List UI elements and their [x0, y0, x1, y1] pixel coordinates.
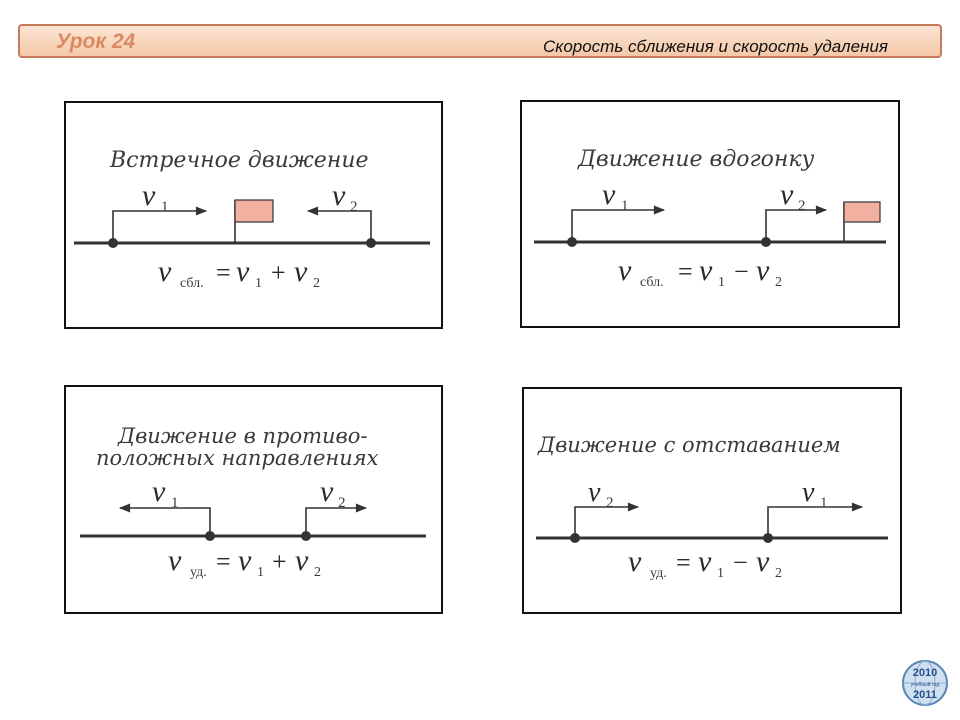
- formula: [628, 545, 782, 581]
- formula: [618, 254, 782, 290]
- velocity-subscript: 2: [606, 495, 614, 511]
- velocity-label: v: [152, 475, 166, 508]
- svg-text:v: v: [295, 544, 309, 577]
- card-title-line-2: положных направлениях: [96, 446, 379, 470]
- velocity-subscript: 2: [338, 495, 346, 511]
- oncoming-motion-diagram: [66, 103, 441, 327]
- velocity-arrow: [572, 210, 664, 242]
- opposite-motion-diagram: [66, 387, 441, 612]
- svg-text:v: v: [756, 254, 770, 287]
- velocity-arrow: [306, 508, 366, 536]
- svg-text:−: −: [733, 548, 748, 577]
- svg-text:1: 1: [255, 276, 262, 291]
- velocity-label: v: [332, 179, 346, 212]
- school-year-badge: [901, 659, 949, 707]
- svg-text:сбл.: сбл.: [180, 276, 204, 291]
- svg-text:2011: 2011: [913, 689, 937, 701]
- svg-text:v: v: [168, 544, 182, 577]
- svg-text:−: −: [734, 257, 749, 286]
- svg-text:1: 1: [257, 565, 264, 580]
- svg-text:v: v: [236, 255, 250, 288]
- svg-text:v: v: [628, 545, 642, 578]
- svg-text:+: +: [272, 547, 287, 576]
- svg-text:=: =: [216, 547, 231, 576]
- velocity-subscript: 1: [820, 495, 828, 511]
- svg-text:2010: 2010: [912, 667, 938, 679]
- card-title: Встречное движение: [110, 148, 369, 173]
- velocity-arrow: [766, 210, 826, 242]
- svg-text:2: 2: [313, 276, 320, 291]
- svg-text:2: 2: [775, 566, 782, 581]
- flag: [844, 202, 880, 222]
- svg-text:=: =: [216, 258, 231, 287]
- velocity-subscript: 1: [161, 199, 169, 215]
- lesson-header: [18, 24, 942, 58]
- svg-text:+: +: [271, 258, 286, 287]
- card-title-line-1: Движение в противо-: [118, 424, 368, 448]
- velocity-label: v: [320, 475, 334, 508]
- velocity-arrow: [120, 508, 210, 536]
- velocity-label: v: [588, 477, 601, 508]
- velocity-subscript: 2: [798, 198, 806, 214]
- svg-text:2: 2: [775, 275, 782, 290]
- svg-text:сбл.: сбл.: [640, 275, 664, 290]
- lesson-topic: Скорость сближения и скорость удаления: [543, 37, 888, 56]
- lesson-number: Урок 24: [56, 30, 136, 53]
- svg-text:v: v: [698, 545, 712, 578]
- card-pursuit-motion: [520, 100, 900, 328]
- formula: [158, 255, 320, 291]
- card-title: Движение с отставанием: [538, 433, 841, 457]
- svg-text:v: v: [294, 255, 308, 288]
- velocity-arrow: [113, 211, 206, 243]
- svg-text:1: 1: [718, 275, 725, 290]
- svg-text:2: 2: [314, 565, 321, 580]
- velocity-subscript: 1: [621, 198, 629, 214]
- svg-text:v: v: [699, 254, 713, 287]
- velocity-subscript: 2: [350, 199, 358, 215]
- velocity-arrow: [575, 507, 638, 538]
- svg-text:уд.: уд.: [190, 565, 207, 580]
- velocity-arrow: [308, 211, 371, 243]
- card-lagging-motion: [522, 387, 902, 614]
- pursuit-motion-diagram: [522, 102, 898, 326]
- velocity-label: v: [802, 477, 815, 508]
- svg-text:v: v: [158, 255, 172, 288]
- svg-text:учебный год: учебный год: [910, 682, 940, 688]
- velocity-label: v: [142, 179, 156, 212]
- lagging-motion-diagram: [524, 389, 900, 612]
- card-oncoming-motion: [64, 101, 443, 329]
- svg-text:v: v: [756, 545, 770, 578]
- velocity-subscript: 1: [171, 495, 179, 511]
- svg-text:уд.: уд.: [650, 566, 667, 581]
- svg-text:=: =: [676, 548, 691, 577]
- velocity-label: v: [780, 178, 794, 211]
- svg-text:1: 1: [717, 566, 724, 581]
- formula: [168, 544, 321, 580]
- velocity-arrow: [768, 507, 862, 538]
- svg-text:=: =: [678, 257, 693, 286]
- card-title: Движение вдогонку: [578, 147, 815, 172]
- svg-text:v: v: [238, 544, 252, 577]
- velocity-label: v: [602, 178, 616, 211]
- svg-text:v: v: [618, 254, 632, 287]
- card-opposite-motion: [64, 385, 443, 614]
- flag: [235, 200, 273, 222]
